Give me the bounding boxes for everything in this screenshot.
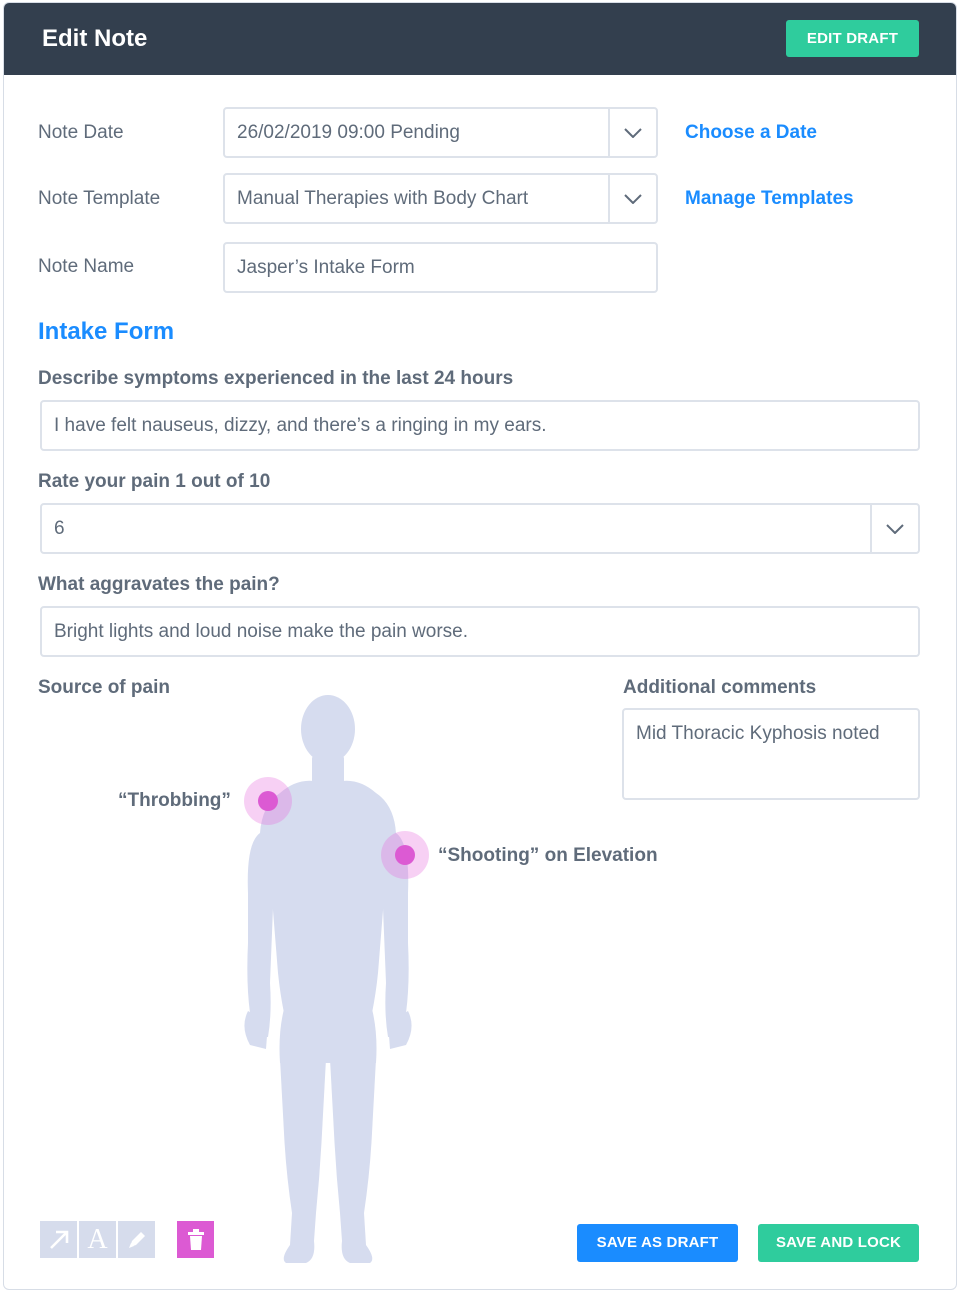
note-name-input[interactable]	[223, 242, 658, 293]
note-date-select[interactable]	[223, 107, 658, 158]
additional-comments-value: Mid Thoracic Kyphosis noted	[636, 723, 880, 744]
note-date-label: Note Date	[38, 122, 124, 143]
source-of-pain-label: Source of pain	[38, 677, 170, 698]
chevron-down-icon[interactable]	[870, 505, 918, 552]
additional-comments-textarea[interactable]	[622, 708, 920, 800]
pain-marker[interactable]	[395, 845, 415, 865]
pen-tool[interactable]	[118, 1221, 155, 1258]
pencil-icon	[126, 1229, 148, 1251]
edit-draft-button[interactable]: EDIT DRAFT	[786, 20, 919, 57]
note-template-select[interactable]	[223, 173, 658, 224]
chevron-down-icon[interactable]	[608, 175, 656, 222]
header-bar	[4, 3, 956, 75]
page-title: Edit Note	[42, 25, 148, 52]
pain-rating-label: Rate your pain 1 out of 10	[38, 471, 271, 492]
manage-templates-link[interactable]: Manage Templates	[685, 188, 854, 209]
pain-rating-value: 6	[54, 518, 65, 539]
aggravates-question-label: What aggravates the pain?	[38, 574, 280, 595]
additional-comments-label: Additional comments	[623, 677, 817, 698]
symptoms-question-label: Describe symptoms experienced in the last 24 hours	[38, 368, 514, 389]
note-name-label: Note Name	[38, 256, 135, 277]
symptoms-input[interactable]	[40, 400, 920, 451]
pain-marker[interactable]	[258, 791, 278, 811]
aggravates-input[interactable]	[40, 606, 920, 657]
save-and-lock-button[interactable]: SAVE AND LOCK	[758, 1224, 919, 1262]
pain-annotation: “Shooting” on Elevation	[438, 845, 658, 866]
intake-form-title: Intake Form	[38, 318, 175, 345]
note-template-label: Note Template	[38, 188, 161, 209]
arrow-up-right-icon	[48, 1229, 70, 1251]
letter-a-icon: A	[87, 1223, 108, 1255]
note-name-value: Jasper’s Intake Form	[237, 257, 415, 278]
note-date-value: 26/02/2019 09:00 Pending	[237, 122, 460, 143]
trash-icon	[187, 1229, 205, 1251]
pain-rating-select[interactable]	[40, 503, 920, 554]
pain-annotation: “Throbbing”	[118, 790, 231, 811]
text-tool[interactable]	[79, 1221, 116, 1258]
note-template-value: Manual Therapies with Body Chart	[237, 188, 529, 209]
delete-tool[interactable]	[177, 1221, 214, 1258]
arrow-tool[interactable]	[40, 1221, 77, 1258]
choose-date-link[interactable]: Choose a Date	[685, 122, 817, 143]
aggravates-value: Bright lights and loud noise make the pain worse.	[54, 621, 469, 642]
chevron-down-icon[interactable]	[608, 109, 656, 156]
symptoms-value: I have felt nauseus, dizzy, and there’s a ringing in my ears.	[54, 415, 547, 436]
save-as-draft-button[interactable]: SAVE AS DRAFT	[577, 1224, 738, 1262]
